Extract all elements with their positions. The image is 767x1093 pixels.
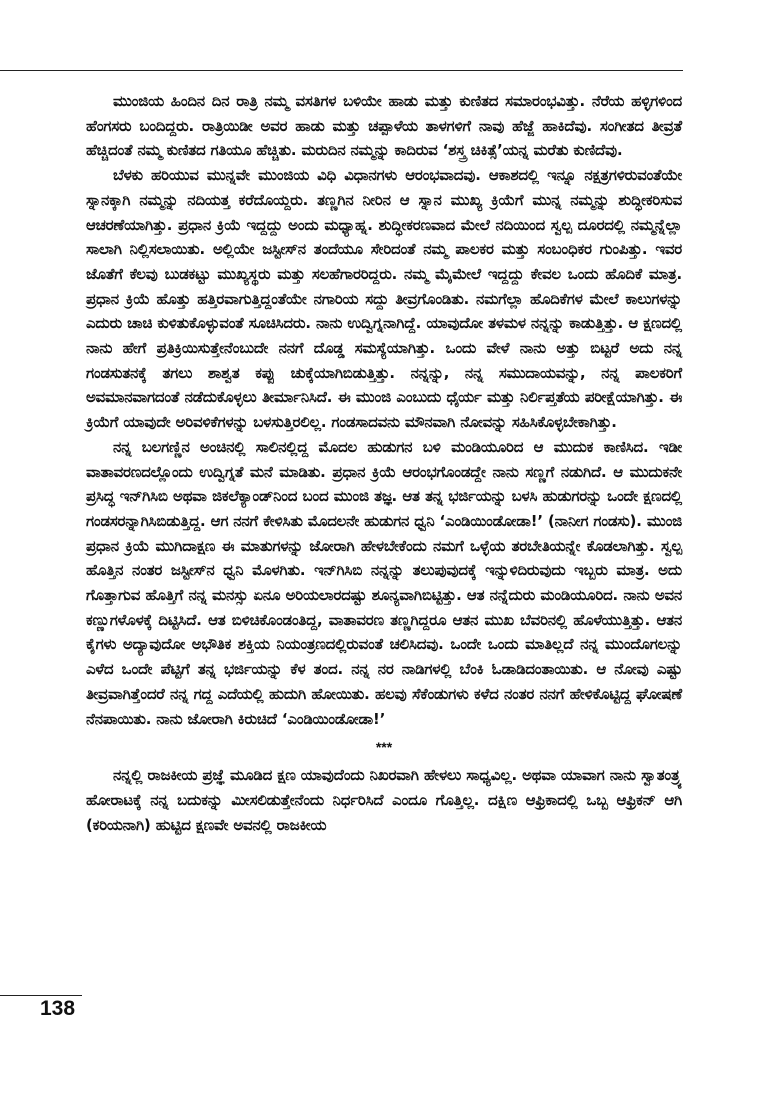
body-text <box>86 90 682 838</box>
section-separator: *** <box>375 739 393 756</box>
header-rule <box>0 70 683 71</box>
paragraph: ಮುಂಜಿಯ ಹಿಂದಿನ ದಿನ ರಾತ್ರಿ ನಮ್ಮ ವಸತಿಗಳ ಬಳಿಯೇ ಹಾಡು ಮತ್ತು ಕುಣಿತದ ಸಮಾರಂಭವಿತ್ತು. ನೆರೆಯ ಹಳ್ಳಿಗಳಿಂದ ಹೆಂಗಸರು ಬಂದಿದ್ದರು. ರಾತ್ರಿಯಿಡೀ ಅವರ ಹಾಡು ಮತ್ತು ಚಪ್ಪಾಳೆಯ ತಾಳಗಳಿಗೆ ನಾವು ಹೆಜ್ಜೆ ಹಾಕಿದೆವು. ಸಂಗೀತದ ತೀವ್ರತೆ ಹೆಚ್ಚಿದಂತೆ ನಮ್ಮ ಕುಣಿತದ ಗತಿಯೂ ಹೆಚ್ಚಿತು. ಮರುದಿನ ನಮ್ಮನ್ನು ಕಾದಿರುವ ‘ಶಸ್ತ್ರ ಚಿಕಿತ್ಸೆ’ಯನ್ನ ಮರೆತು ಕುಣಿದೆವು. <box>86 93 682 160</box>
page-number: 138 <box>40 997 76 1020</box>
paragraph: ಬೆಳಕು ಹರಿಯುವ ಮುನ್ನವೇ ಮುಂಜಿಯ ವಿಧಿ ವಿಧಾನಗಳು ಆರಂಭವಾದವು. ಆಕಾಶದಲ್ಲಿ ಇನ್ನೂ ನಕ್ಷತ್ರಗಳಿರುವಂತೆಯೇ ಸ್ನಾನಕ್ಕಾಗಿ ನಮ್ಮನ್ನು ನದಿಯತ್ತ ಕರೆದೊಯ್ದರು. ತಣ್ಣಗಿನ ನೀರಿನ ಆ ಸ್ನಾನ ಮುಖ್ಯ ಕ್ರಿಯೆಗೆ ಮುನ್ನ ನಮ್ಮನ್ನು ಶುದ್ಧೀಕರಿಸುವ ಆಚರಣೆಯಾಗಿತ್ತು. ಪ್ರಧಾನ ಕ್ರಿಯೆ ಇದ್ದದ್ದು ಅಂದು ಮಧ್ಯಾಹ್ನ. ಶುದ್ಧೀಕರಣವಾದ ಮೇಲೆ ನದಿಯಿಂದ ಸ್ವಲ್ಪ ದೂರದಲ್ಲಿ ನಮ್ಮನ್ನೆಲ್ಲಾ ಸಾಲಾಗಿ ನಿಲ್ಲಿಸಲಾಯಿತು. ಅಲ್ಲಿಯೇ ಜಸ್ಟೀಸ್‌ನ ತಂದೆಯೂ ಸೇರಿದಂತೆ ನಮ್ಮ ಪಾಲಕರ ಮತ್ತು ಸಂಬಂಧಿಕರ ಗುಂಪಿತ್ತು. ಇವರ ಜೊತೆಗೆ ಕೆಲವು ಬುಡಕಟ್ಟು ಮುಖ್ಯಸ್ಥರು ಮತ್ತು ಸಲಹೆಗಾರರಿದ್ದರು. ನಮ್ಮ ಮೈಮೇಲೆ ಇದ್ದದ್ದು ಕೇವಲ ಒಂದು ಹೊದಿಕೆ ಮಾತ್ರ. ಪ್ರಧಾನ ಕ್ರಿಯೆ ಹೊತ್ತು ಹತ್ತಿರವಾಗುತ್ತಿದ್ದಂತೆಯೇ ನಗಾರಿಯ ಸದ್ದು ತೀವ್ರಗೊಂಡಿತು. ನಮಗೆಲ್ಲಾ ಹೊದಿಕೆಗಳ ಮೇಲೆ ಕಾಲುಗಳನ್ನು ಎದುರು ಚಾಚಿ ಕುಳಿತುಕೊಳ್ಳುವಂತೆ ಸೂಚಿಸಿದರು. ನಾನು ಉದ್ವಿಗ್ನನಾಗಿದ್ದೆ. ಯಾವುದೋ ತಳಮಳ ನನ್ನನ್ನು ಕಾಡುತ್ತಿತ್ತು. ಆ ಕ್ಷಣದಲ್ಲಿ ನಾನು ಹೇಗೆ ಪ್ರತಿಕ್ರಿಯಿಸುತ್ತೇನೆಂಬುದೇ ನನಗೆ ದೊಡ್ಡ ಸಮಸ್ಯೆಯಾಗಿತ್ತು. ಒಂದು ವೇಳೆ ನಾನು ಅತ್ತು ಬಿಟ್ಟರೆ ಅದು ನನ್ನ ಗಂಡಸುತನಕ್ಕೆ ತಗಲು ಶಾಶ್ವತ ಕಪ್ಪು ಚುಕ್ಕೆಯಾಗಿಬಿಡುತ್ತಿತ್ತು. ನನ್ನನ್ನು, ನನ್ನ ಸಮುದಾಯವನ್ನು, ನನ್ನ ಪಾಲಕರಿಗೆ ಅವಮಾನವಾಗದಂತೆ ನಡೆದುಕೊಳ್ಳಲು ತೀರ್ಮಾನಿಸಿದೆ. ಈ ಮುಂಜಿ ಎಂಬುದು ಧೈರ್ಯ ಮತ್ತು ನಿರ್ಲಿಪ್ತತೆಯ ಪರೀಕ್ಷೆಯಾಗಿತ್ತು. ಈ ಕ್ರಿಯೆಗೆ ಯಾವುದೇ ಅರಿವಳಿಕೆಗಳನ್ನು ಬಳಸುತ್ತಿರಲಿಲ್ಲ. ಗಂಡಸಾದವನು ಮೌನವಾಗಿ ನೋವನ್ನು ಸಹಿಸಿಕೊಳ್ಳಬೇಕಾಗಿತ್ತು. <box>86 167 682 432</box>
paragraph: ನನ್ನಲ್ಲಿ ರಾಜಕೀಯ ಪ್ರಜ್ಞೆ ಮೂಡಿದ ಕ್ಷಣ ಯಾವುದೆಂದು ನಿಖರವಾಗಿ ಹೇಳಲು ಸಾಧ್ಯವಿಲ್ಲ. ಅಥವಾ ಯಾವಾಗ ನಾನು ಸ್ವಾತಂತ್ರ್ಯ ಹೋರಾಟಕ್ಕೆ ನನ್ನ ಬದುಕನ್ನು ಮೀಸಲಿಡುತ್ತೇನೆಂದು ನಿರ್ಧರಿಸಿದೆ ಎಂದೂ ಗೊತ್ತಿಲ್ಲ. ದಕ್ಷಿಣ ಆಫ್ರಿಕಾದಲ್ಲಿ ಒಬ್ಬ ಆಫ್ರಿಕನ್ ಆಗಿ (ಕರಿಯನಾಗಿ) ಹುಟ್ಟಿದ ಕ್ಷಣವೇ ಅವನಲ್ಲಿ ರಾಜಕೀಯ <box>86 767 682 834</box>
paragraph: ನನ್ನ ಬಲಗಣ್ಣಿನ ಅಂಚಿನಲ್ಲಿ ಸಾಲಿನಲ್ಲಿದ್ದ ಮೊದಲ ಹುಡುಗನ ಬಳಿ ಮಂಡಿಯೂರಿದ ಆ ಮುದುಕ ಕಾಣಿಸಿದ. ಇಡೀ ವಾತಾವರಣದಲ್ಲೊಂದು ಉದ್ವಿಗ್ನತೆ ಮನೆ ಮಾಡಿತು. ಪ್ರಧಾನ ಕ್ರಿಯೆ ಆರಂಭಗೊಂಡದ್ದೇ ನಾನು ಸಣ್ಣಗೆ ನಡುಗಿದೆ. ಆ ಮುದುಕನೇ ಪ್ರಸಿದ್ಧ ಇನ್‌ಗಿಸಿಬಿ ಅಥವಾ ಜಿಕಲೆಕ್ಯಾಂಡ್‌ನಿಂದ ಬಂದ ಮುಂಜಿ ತಜ್ಞ. ಆತ ತನ್ನ ಭರ್ಜಿಯನ್ನು ಬಳಸಿ ಹುಡುಗರನ್ನು ಒಂದೇ ಕ್ಷಣದಲ್ಲಿ ಗಂಡಸರನ್ನಾಗಿಸಿಬಿಡುತ್ತಿದ್ದ. ಆಗ ನನಗೆ ಕೇಳಿಸಿತು ಮೊದಲನೇ ಹುಡುಗನ ಧ್ವನಿ ‘ಎಂಡಿಯಿಂಡೋಡಾ!’ (ನಾನೀಗ ಗಂಡಸು). ಮುಂಜಿ ಪ್ರಧಾನ ಕ್ರಿಯೆ ಮುಗಿದಾಕ್ಷಣ ಈ ಮಾತುಗಳನ್ನು ಜೋರಾಗಿ ಹೇಳಬೇಕೆಂದು ನಮಗೆ ಒಳ್ಳೆಯ ತರಬೇತಿಯನ್ನೇ ಕೊಡಲಾಗಿತ್ತು. ಸ್ವಲ್ಪ ಹೊತ್ತಿನ ನಂತರ ಜಸ್ಟೀಸ್‌ನ ಧ್ವನಿ ಮೊಳಗಿತು. ಇನ್‌ಗಿಸಿಬಿ ನನ್ನನ್ನು ತಲುಪುವುದಕ್ಕೆ ಇನ್ನುಳಿದಿರುವುದು ಇಬ್ಬರು ಮಾತ್ರ. ಅದು ಗೊತ್ತಾಗುವ ಹೊತ್ತಿಗೆ ನನ್ನ ಮನಸ್ಸು ಏನೂ ಅರಿಯಲಾರದಷ್ಟು ಶೂನ್ಯವಾಗಿಬಿಟ್ಟಿತ್ತು. ಆತ ನನ್ನೆದುರು ಮಂಡಿಯೂರಿದ. ನಾನು ಅವನ ಕಣ್ಣುಗಳೊಳಕ್ಕೆ ದಿಟ್ಟಿಸಿದೆ. ಆತ ಬಿಳಿಚಿಕೊಂಡಂತಿದ್ದ, ವಾತಾವರಣ ತಣ್ಣಗಿದ್ದರೂ ಆತನ ಮುಖ ಬೆವರಿನಲ್ಲಿ ಹೊಳೆಯುತ್ತಿತ್ತು. ಆತನ ಕೈಗಳು ಅದ್ಯಾವುದೋ ಅಭೌತಿಕ ಶಕ್ತಿಯ ನಿಯಂತ್ರಣದಲ್ಲಿರುವಂತೆ ಚಲಿಸಿದವು. ಒಂದೇ ಒಂದು ಮಾತಿಲ್ಲದೆ ನನ್ನ ಮುಂದೊಗಲನ್ನು ಎಳೆದ ಒಂದೇ ಪೆಟ್ಟಿಗೆ ತನ್ನ ಭರ್ಜಿಯನ್ನು ಕೆಳ ತಂದ. ನನ್ನ ನರ ನಾಡಿಗಳಲ್ಲಿ ಬೆಂಕಿ ಓಡಾಡಿದಂತಾಯಿತು. ಆ ನೋವು ಎಷ್ಟು ತೀವ್ರವಾಗಿತ್ತೆಂದರೆ ನನ್ನ ಗದ್ದ ಎದೆಯಲ್ಲಿ ಹುದುಗಿ ಹೋಯಿತು. ಹಲವು ಸೆಕೆಂಡುಗಳು ಕಳೆದ ನಂತರ ನನಗೆ ಹೇಳಿಕೊಟ್ಟಿದ್ದ ಘೋಷಣೆ ನೆನಪಾಯಿತು. ನಾನು ಜೋರಾಗಿ ಕಿರುಚಿದೆ ‘ಎಂಡಿಯಿಂಡೋಡಾ!’ <box>86 438 682 728</box>
folio-rule <box>0 995 82 996</box>
